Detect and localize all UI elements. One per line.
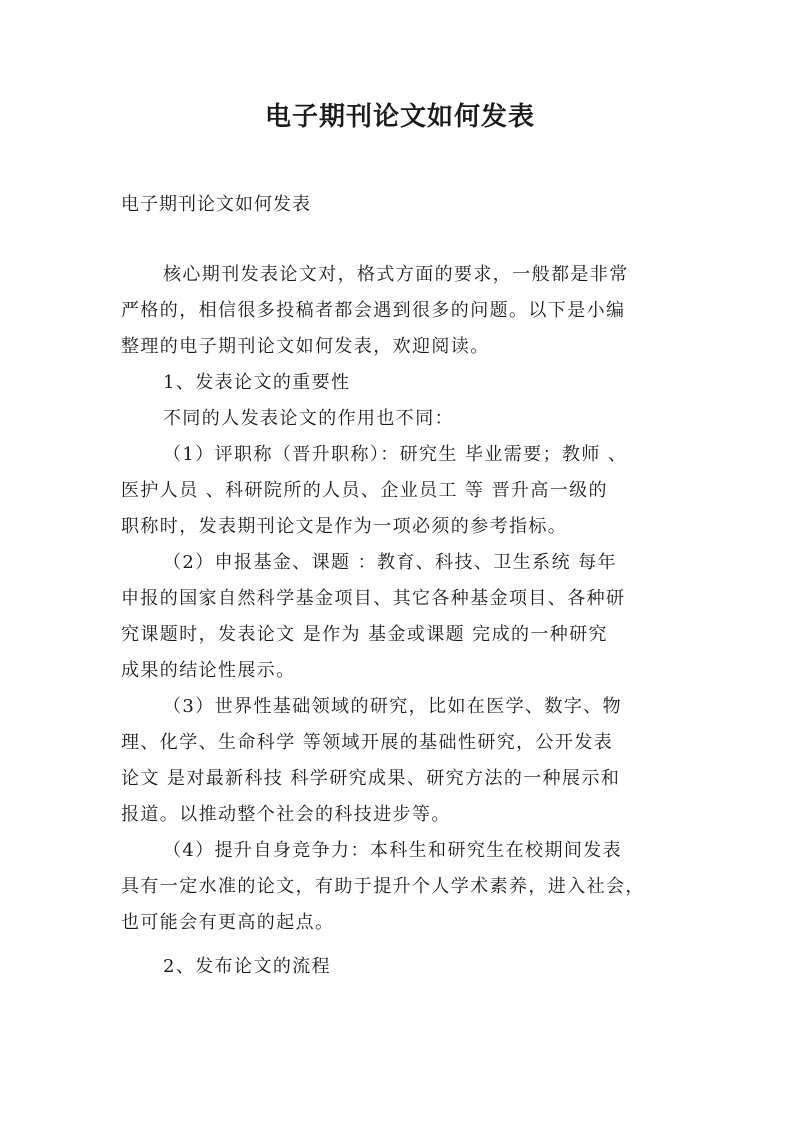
item-2-line: 成果的结论性展示。 [121,660,296,681]
intro-line: 核心期刊发表论文对，格式方面的要求，一般都是非常 [163,264,629,285]
item-3-line: 报道。以推动整个社会的科技进步等。 [121,804,451,825]
document-body [121,257,681,985]
item-3-line: 论文 是对最新科技 科学研究成果、研究方法的一种展示和 [121,768,621,789]
page-title: 电子期刊论文如何发表 [264,102,535,132]
item-2-line: （2）申报基金、课题 ：教育、科技、卫生系统 每年 [163,552,617,573]
item-3-line: 理、化学、生命科学 等领域开展的基础性研究，公开发表 [121,732,614,753]
item-4-line: 也可能会有更高的起点。 [121,912,335,933]
item-2-line: 究课题时，发表论文 是作为 基金或课题 完成的一种研究 [121,624,608,645]
item-1-line: 职称时，发表期刊论文是作为一项必须的参考指标。 [121,516,568,537]
item-4-line: （4）提升自身竞争力：本科生和研究生在校期间发表 [163,840,623,861]
item-2-line: 申报的国家自然科学基金项目、其它各种基金项目、各种研 [121,588,626,609]
item-1-line: （1）评职称（晋升职称）：研究生 毕业需要；教师 、 [163,444,628,465]
intro-line: 严格的，相信很多投稿者都会遇到很多的问题。以下是小编 [121,300,626,321]
item-3-line: （3）世界性基础领域的研究，比如在医学、数字、物 [163,696,623,717]
section-1-lead: 不同的人发表论文的作用也不同： [163,408,454,429]
item-1-line: 医护人员 、科研院所的人员、企业员工 等 晋升高一级的 [121,480,608,501]
section-1-heading: 1、发表论文的重要性 [163,372,351,393]
document-subtitle: 电子期刊论文如何发表 [121,194,311,215]
item-4-line: 具有一定水准的论文，有助于提升个人学术素养，进入社会， [121,876,645,897]
section-2-heading: 2、发布论文的流程 [163,956,332,977]
spacer [121,941,681,949]
intro-line: 整理的电子期刊论文如何发表，欢迎阅读。 [121,336,490,357]
